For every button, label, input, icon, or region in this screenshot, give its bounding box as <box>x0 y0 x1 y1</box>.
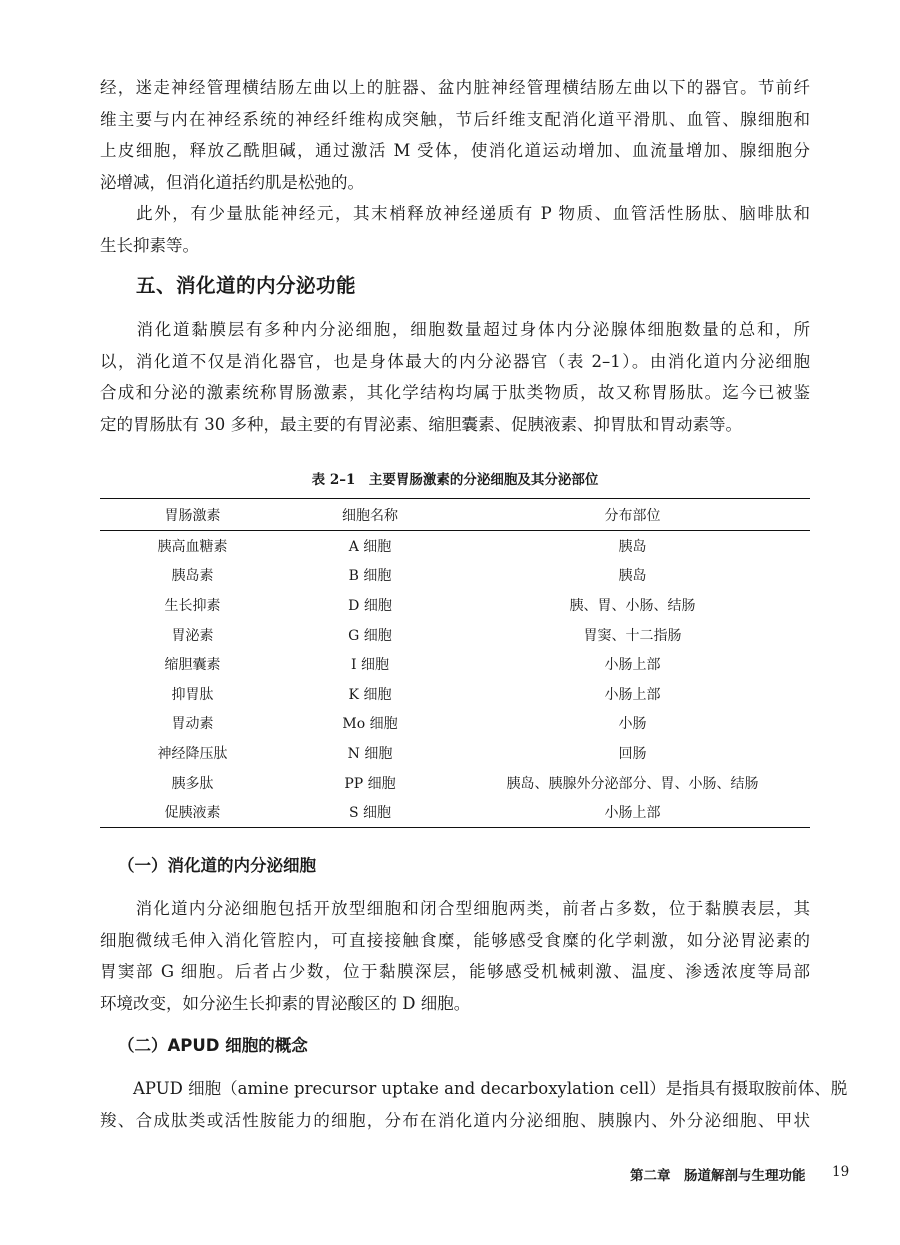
location-cell: 胃窦、十二指肠 <box>583 627 682 644</box>
location-cell: 小肠上部 <box>604 805 661 822</box>
text-line: 消化道黏膜层有多种内分泌细胞，细胞数量超过身体内分泌腺体细胞数量的总和，所 <box>100 320 810 339</box>
location-cell: 胰岛 <box>618 538 647 555</box>
text-line: 经，迷走神经管理横结肠左曲以上的脏器、盆内脏神经管理横结肠左曲以下的器官。节前纤 <box>100 78 810 97</box>
hormone-cell: 促胰液素 <box>164 805 221 822</box>
table-row <box>100 620 810 650</box>
table-row <box>100 679 810 709</box>
subheading-apud-concept: （二）APUD 细胞的概念 <box>118 1036 308 1055</box>
text-line: 胃窦部 G 细胞。后者占少数，位于黏膜深层，能够感受机械刺激、温度、渗透浓度等局部 <box>100 962 810 981</box>
hormone-cell: 胃泌素 <box>171 627 214 644</box>
cell-name-cell: K 细胞 <box>348 686 392 703</box>
text-line: 合成和分泌的激素统称胃肠激素，其化学结构均属于肽类物质，故又称胃肠肽。迄今已被鉴 <box>100 383 810 402</box>
hormone-cell: 胰高血糖素 <box>157 538 228 555</box>
table-row <box>100 797 810 827</box>
text-line: APUD 细胞（amine precursor uptake and decarboxylation cell）是指具有摄取胺前体、脱 <box>100 1079 848 1098</box>
text-line: 生长抑素等。 <box>100 235 199 255</box>
table-row <box>100 590 810 620</box>
paragraph-endocrine-cells <box>100 893 810 1019</box>
hormone-table <box>100 498 810 828</box>
running-footer-title: 第二章 肠道解剖与生理功能 <box>630 1168 806 1184</box>
text-line: 以，消化道不仅是消化器官，也是身体最大的内分泌器官（表 2–1）。由消化道内分泌细胞 <box>100 351 810 371</box>
cell-name-cell: Mo 细胞 <box>342 716 398 733</box>
location-cell: 胰岛 <box>618 568 647 585</box>
table-row <box>100 709 810 739</box>
text-line: 上皮细胞，释放乙酰胆碱，通过激活 M 受体，使消化道运动增加、血流量增加、腺细胞分 <box>100 141 810 160</box>
text-line: 泌增减，但消化道括约肌是松弛的。 <box>100 172 364 192</box>
text-line: 定的胃肠肽有 30 多种，最主要的有胃泌素、缩胆囊素、促胰液素、抑胃肽和胃动素等。 <box>100 414 742 434</box>
table-header-row <box>100 499 810 531</box>
table-row <box>100 649 810 679</box>
text-line: 维主要与内在神经系统的神经纤维构成突触，节后纤维支配消化道平滑肌、血管、腺细胞和 <box>100 109 810 129</box>
subheading-endocrine-cells: （一）消化道的内分泌细胞 <box>118 856 316 875</box>
cell-name-cell: S 细胞 <box>348 805 392 822</box>
location-cell: 胰、胃、小肠、结肠 <box>569 597 696 614</box>
text-line: 环境改变，如分泌生长抑素的胃泌酸区的 D 细胞。 <box>100 993 471 1013</box>
location-cell: 回肠 <box>618 745 647 762</box>
cell-name-cell: D 细胞 <box>348 597 392 614</box>
cell-name-cell: PP 细胞 <box>344 775 396 792</box>
hormone-cell: 胰岛素 <box>171 568 214 585</box>
table-caption: 表 2–1 主要胃肠激素的分泌细胞及其分泌部位 <box>311 472 599 488</box>
text-line: 消化道内分泌细胞包括开放型细胞和闭合型细胞两类，前者占多数，位于黏膜表层，其 <box>100 899 810 918</box>
location-cell: 小肠上部 <box>604 686 661 703</box>
column-header-hormone: 胃肠激素 <box>164 507 221 524</box>
hormone-cell: 缩胆囊素 <box>164 657 221 674</box>
table-row <box>100 738 810 768</box>
location-cell: 小肠 <box>618 716 647 733</box>
hormone-cell: 抑胃肽 <box>171 686 214 703</box>
paragraph-endocrine-function <box>100 314 810 440</box>
hormone-cell: 神经降压肽 <box>157 745 228 762</box>
location-cell: 小肠上部 <box>604 657 661 674</box>
cell-name-cell: A 细胞 <box>348 538 392 555</box>
hormone-cell: 生长抑素 <box>164 597 221 614</box>
text-line: 此外，有少量肽能神经元，其末梢释放神经递质有 P 物质、血管活性肠肽、脑啡肽和 <box>100 204 810 223</box>
page-number: 19 <box>832 1164 850 1180</box>
section-heading: 五、消化道的内分泌功能 <box>136 274 357 297</box>
location-cell: 胰岛、胰腺外分泌部分、胃、小肠、结肠 <box>506 775 759 792</box>
hormone-cell: 胰多肽 <box>171 775 214 792</box>
cell-name-cell: I 细胞 <box>351 657 389 674</box>
text-line: 羧、合成肽类或活性胺能力的细胞，分布在消化道内分泌细胞、胰腺内、外分泌细胞、甲状 <box>100 1110 810 1130</box>
column-header-location: 分布部位 <box>604 507 661 524</box>
text-line: 细胞微绒毛伸入消化管腔内，可直接接触食糜，能够感受食糜的化学刺激，如分泌胃泌素的 <box>100 930 810 950</box>
cell-name-cell: B 细胞 <box>348 568 392 585</box>
table-row <box>100 561 810 591</box>
table-row <box>100 531 810 561</box>
cell-name-cell: N 细胞 <box>347 745 393 762</box>
paragraph-autonomic-nerves <box>100 72 810 198</box>
table-row <box>100 768 810 798</box>
cell-name-cell: G 细胞 <box>348 627 392 644</box>
hormone-cell: 胃动素 <box>171 716 214 733</box>
paragraph-peptidergic-neurons <box>100 198 810 261</box>
paragraph-apud-cells <box>100 1073 848 1136</box>
column-header-cell-name: 细胞名称 <box>342 507 398 524</box>
